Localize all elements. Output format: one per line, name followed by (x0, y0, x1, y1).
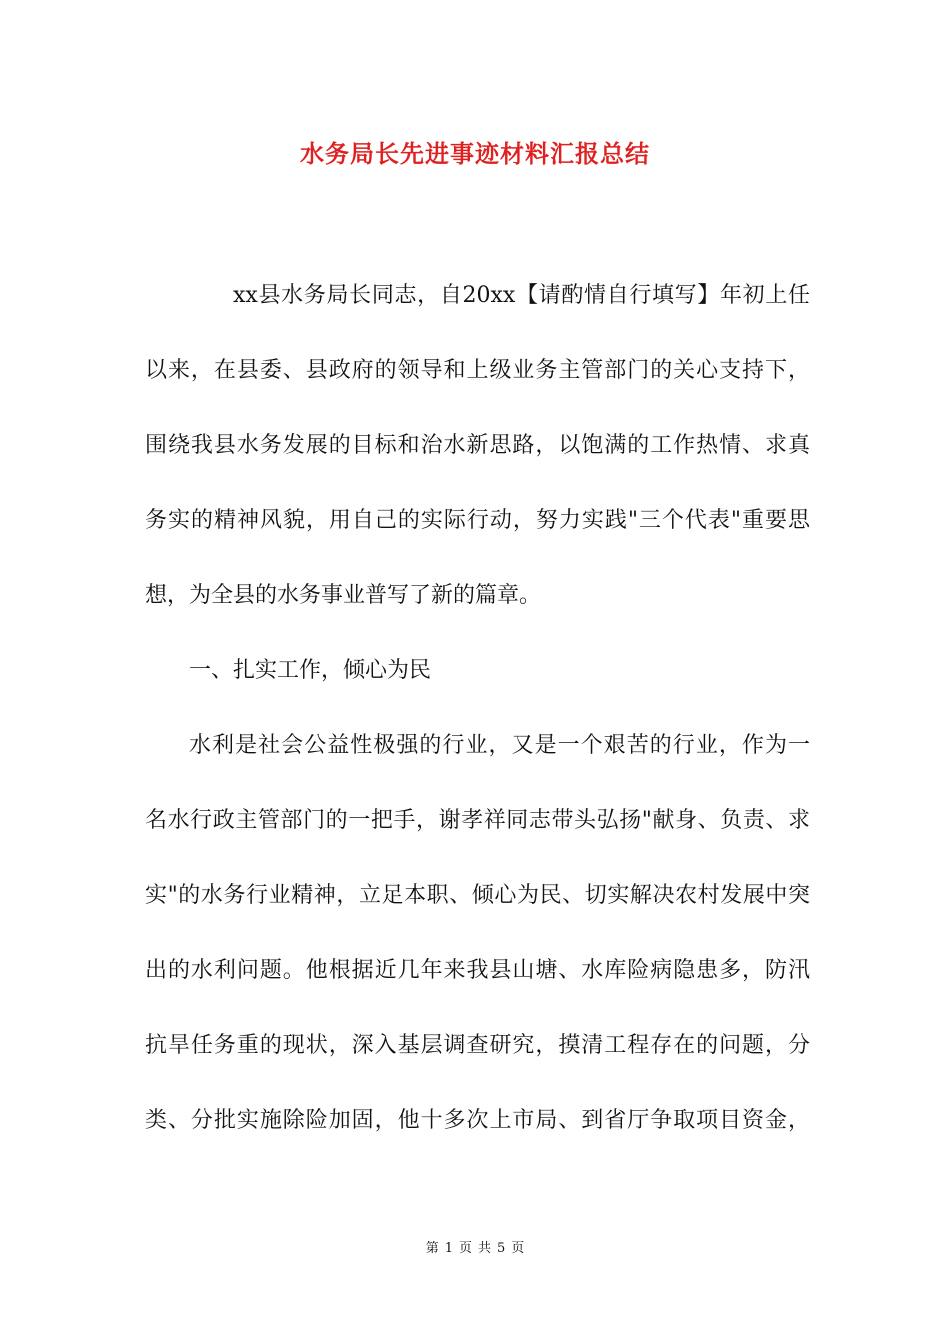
paragraph-line: 实"的水务行业精神，立足本职、倾心为民、切实解决农村发展中突 (145, 883, 810, 908)
paragraph-line: 务实的精神风貌，用自己的实际行动，努力实践"三个代表"重要思 (145, 508, 810, 533)
paragraph-line: xx县水务局长同志，自20xx【请酌情自行填写】年初上任 (233, 283, 810, 308)
paragraph-line: 以来，在县委、县政府的领导和上级业务主管部门的关心支持下， (145, 358, 810, 383)
footer-page-unit: 页 (458, 1241, 472, 1256)
section-heading: 一、扎实工作，倾心为民 (189, 658, 432, 683)
document-body (145, 258, 810, 1158)
footer-total-pages: 5 (497, 1241, 506, 1256)
footer-prefix: 第 (425, 1241, 439, 1256)
paragraph-line: 名水行政主管部门的一把手，谢孝祥同志带头弘扬"献身、负责、求 (145, 808, 810, 833)
paragraph-line: 水利是社会公益性极强的行业，又是一个艰苦的行业，作为一 (189, 733, 810, 758)
footer-total-unit: 页 (511, 1241, 525, 1256)
footer-page-number: 1 (444, 1241, 453, 1256)
paragraph-line: 类、分批实施除险加固，他十多次上市局、到省厅争取项目资金， (145, 1108, 810, 1133)
paragraph-line: 想，为全县的水务事业普写了新的篇章。 (145, 583, 542, 608)
paragraph-line: 抗旱任务重的现状，深入基层调查研究，摸清工程存在的问题，分 (145, 1033, 810, 1058)
paragraph-line: 出的水利问题。他根据近几年来我县山塘、水库险病隐患多，防汛 (145, 958, 810, 983)
paragraph-line: 围绕我县水务发展的目标和治水新思路，以饱满的工作热情、求真 (145, 433, 810, 458)
document-title: 水务局长先进事迹材料汇报总结 (300, 139, 650, 168)
footer-total-prefix: 共 (478, 1241, 492, 1256)
page-footer (0, 1237, 950, 1256)
